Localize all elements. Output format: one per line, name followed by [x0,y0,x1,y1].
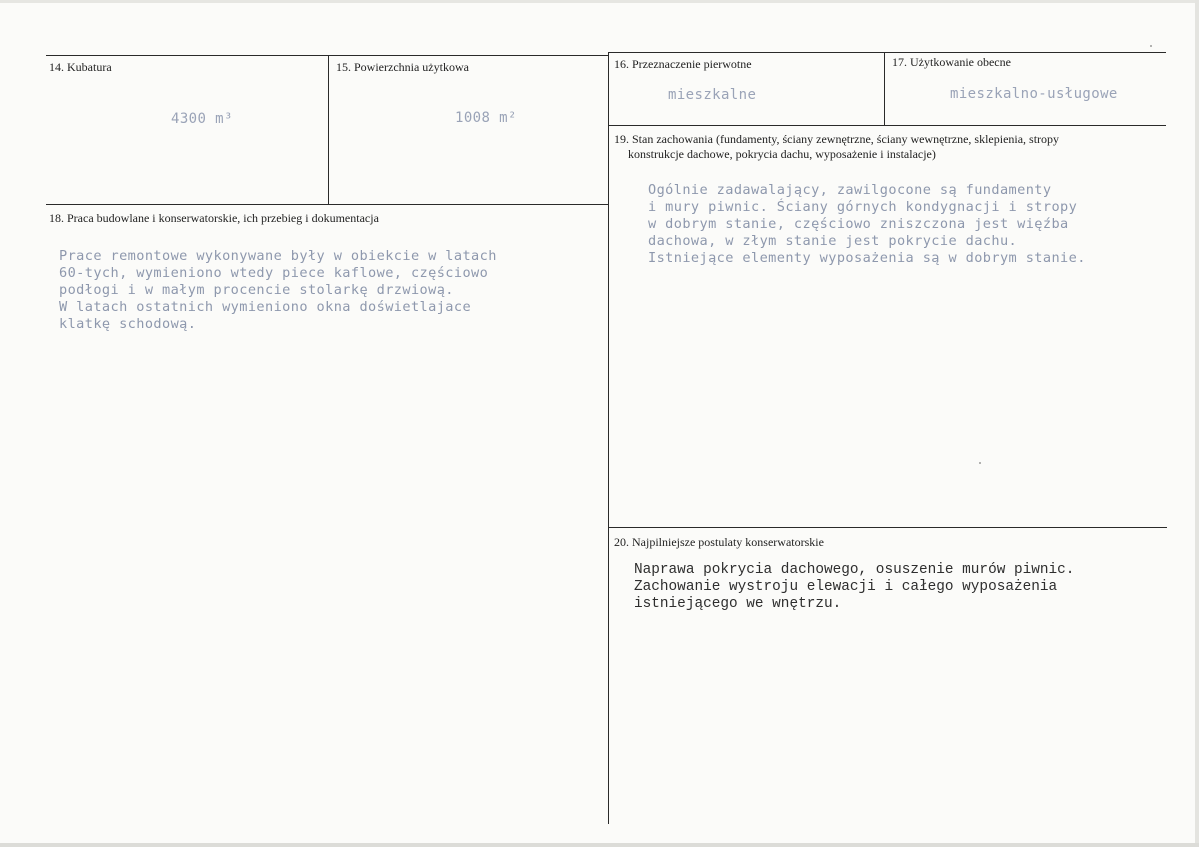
stan-zachowania-text [648,182,1086,267]
prace-line: 60-tych, wymieniono wtedy piece kaflowe, częściowo [59,265,489,281]
stan-line: Ogólnie zadawalający, zawilgocone są fundamenty [648,182,1052,198]
powierzchnia-label: 15. Powierzchnia użytkowa [336,60,469,74]
scan-speck [1150,45,1152,47]
kubatura-value: 4300 m³ [171,111,233,127]
stan-line: i mury piwnic. Ściany górnych kondygnacji i stropy [648,199,1078,215]
page-edge-top [0,0,1199,3]
prace-text [59,248,497,333]
stan-line: dachowa, w złym stanie jest pokrycie dachu. [648,233,1018,249]
rule-above-18 [46,204,609,205]
uzytkowanie-label: 17. Użytkowanie obecne [892,55,1011,69]
stan-zachowania-label-line2: konstrukcje dachowe, pokrycia dachu, wyposażenie i instalacje) [628,147,936,161]
rule-above-19 [609,125,1166,126]
prace-label: 18. Praca budowlane i konserwatorskie, ich przebieg i dokumentacja [49,211,379,225]
prace-line: W latach ostatnich wymieniono okna doświetlajace [59,299,472,315]
top-rule-right [609,52,1166,53]
rule-above-20 [609,527,1167,528]
uzytkowanie-value: mieszkalno-usługowe [950,86,1118,102]
scan-speck [979,462,981,464]
przeznaczenie-value: mieszkalne [668,87,757,103]
page-edge-right [1195,0,1199,847]
kubatura-label: 14. Kubatura [49,60,112,74]
divider-14-15 [328,55,329,204]
postulaty-label: 20. Najpilniejsze postulaty konserwatorskie [614,535,824,549]
powierzchnia-value: 1008 m² [455,110,517,126]
prace-line: Prace remontowe wykonywane były w obiekcie w latach [59,248,497,264]
prace-line: podłogi i w małym procencie stolarkę drzwiową. [59,282,454,298]
postulaty-line: Naprawa pokrycia dachowego, osuszenie murów piwnic. [634,562,1075,578]
divider-16-17 [884,52,885,126]
postulaty-line: Zachowanie wystroju elewacji i całego wyposażenia [634,579,1058,595]
przeznaczenie-label: 16. Przeznaczenie pierwotne [614,57,752,71]
center-divider [608,52,609,824]
postulaty-line: istniejącego we wnętrzu. [634,596,842,612]
page-edge-bottom [0,843,1199,847]
stan-zachowania-label-line1: 19. Stan zachowania (fundamenty, ściany zewnętrzne, ściany wewnętrzne, sklepienia, stropy [614,132,1060,146]
stan-line: w dobrym stanie, częściowo zniszczona jest więźba [648,216,1069,232]
prace-line: klatkę schodową. [59,316,197,332]
stan-line: Istniejące elementy wyposażenia są w dobrym stanie. [648,250,1086,266]
postulaty-text [634,562,1074,613]
